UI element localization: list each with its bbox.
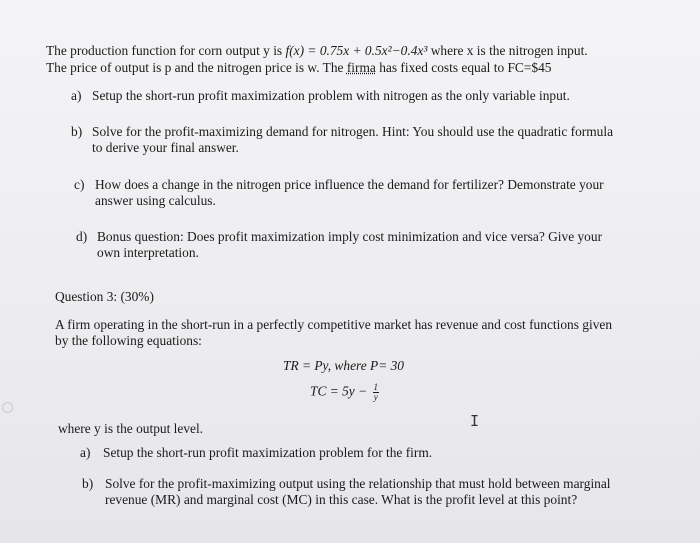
item-text-line-1: How does a change in the nitrogen price influence the demand for fertilizer? Demonstrate your (95, 177, 604, 192)
item-text-line-2: own interpretation. (97, 245, 199, 260)
q2-item-d (76, 229, 603, 260)
intro-line-1 (46, 43, 588, 59)
q3-equation-tr: TR = Py, where P= 30 (283, 358, 404, 373)
intro-firm-word: firma (346, 60, 376, 75)
q3-intro-line-2: by the following equations: (55, 333, 202, 348)
q3-where-line: where y is the output level. (58, 421, 204, 436)
intro-line-2 (46, 60, 552, 76)
intro-text-c: The price of output is p and the nitrogen price is w. The (46, 60, 347, 75)
fraction-denominator: y (373, 392, 378, 402)
q3-heading: Question 3: (30%) (55, 289, 154, 304)
item-text-line-2: answer using calculus. (95, 193, 216, 208)
binder-hole-icon (2, 402, 13, 413)
item-text-line-1: Solve for the profit-maximizing demand for nitrogen. Hint: You should use the quadratic formula (92, 124, 614, 139)
item-label: a) (80, 445, 91, 460)
item-text: Setup the short-run profit maximization problem for the firm. (103, 445, 433, 460)
production-function: f(x) = 0.75x + 0.5x²−0.4x³ (285, 43, 428, 58)
intro-text-b: where x is the nitrogen input. (427, 43, 588, 58)
text-cursor-icon: I (470, 412, 480, 430)
item-text-line-1: Solve for the profit-maximizing output using the relationship that must hold between marginal (105, 476, 611, 491)
item-label: d) (76, 229, 88, 244)
item-text-line-1: Bonus question: Does profit maximization imply cost minimization and vice versa? Give your (97, 229, 603, 244)
fraction-numerator: 1 (373, 382, 378, 392)
q3-intro-line-1: A firm operating in the short-run in a perfectly competitive market has revenue and cost functions given (55, 317, 613, 332)
q2-item-b (71, 124, 614, 155)
item-text: Setup the short-run profit maximization problem with nitrogen as the only variable input. (92, 88, 570, 103)
intro-text-a: The production function for corn output y is (46, 43, 286, 58)
item-label: c) (74, 177, 85, 192)
item-label: b) (82, 476, 94, 491)
tc-fraction (373, 383, 380, 402)
intro-text-d: has fixed costs equal to FC=$45 (375, 60, 552, 75)
q2-item-c (74, 177, 604, 208)
q3-item-a (80, 445, 433, 461)
tc-lhs: TC = 5y − (310, 383, 368, 399)
item-text-line-2: to derive your final answer. (92, 140, 239, 155)
q3-item-b (82, 476, 611, 507)
item-label: b) (71, 124, 83, 139)
q3-equation-tc (310, 383, 379, 402)
q2-item-a (71, 88, 570, 104)
item-label: a) (71, 88, 82, 103)
item-text-line-2: revenue (MR) and marginal cost (MC) in this case. What is the profit level at this point? (105, 492, 578, 507)
